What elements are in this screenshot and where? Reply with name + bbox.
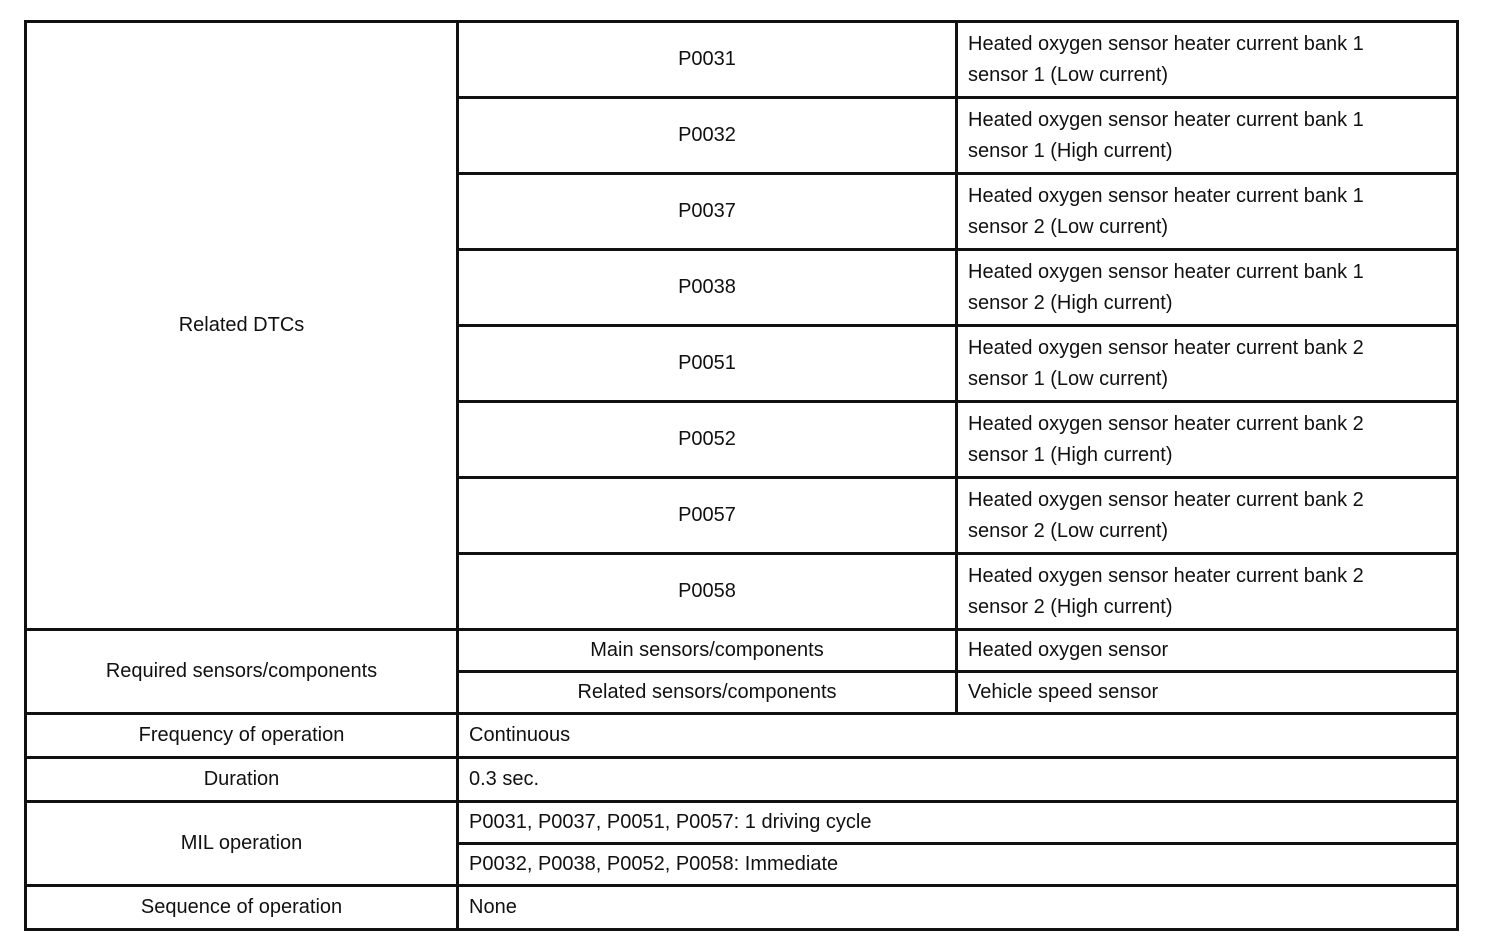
mil-operation-line2: P0032, P0038, P0052, P0058: Immediate [458, 844, 1458, 886]
dtc-code: P0051 [458, 326, 957, 402]
table-row [26, 630, 1458, 672]
dtc-description [957, 554, 1458, 630]
sequence-label: Sequence of operation [26, 886, 458, 930]
dtc-code: P0057 [458, 478, 957, 554]
dtc-description-line1: Heated oxygen sensor heater current bank 2 [968, 564, 1364, 587]
dtc-code: P0032 [458, 98, 957, 174]
related-dtcs-label: Related DTCs [26, 22, 458, 630]
required-sensors-label: Required sensors/components [26, 630, 458, 714]
dtc-description [957, 402, 1458, 478]
dtc-description-line2: sensor 2 (High current) [968, 595, 1173, 618]
table-row [26, 22, 1458, 98]
table-row [26, 758, 1458, 802]
dtc-description-line2: sensor 1 (Low current) [968, 63, 1169, 86]
dtc-description-line2: sensor 2 (Low current) [968, 215, 1169, 238]
dtc-description-line2: sensor 1 (High current) [968, 443, 1173, 466]
mil-operation-line1: P0031, P0037, P0051, P0057: 1 driving cycle [458, 802, 1458, 844]
mil-operation-label: MIL operation [26, 802, 458, 886]
dtc-description-line2: sensor 1 (Low current) [968, 367, 1169, 390]
dtc-code: P0037 [458, 174, 957, 250]
dtc-description-line1: Heated oxygen sensor heater current bank 2 [968, 412, 1364, 435]
table-row [26, 714, 1458, 758]
dtc-code: P0031 [458, 22, 957, 98]
dtc-description-line2: sensor 1 (High current) [968, 139, 1173, 162]
main-sensors-value: Heated oxygen sensor [957, 630, 1458, 672]
dtc-description-line2: sensor 2 (Low current) [968, 519, 1169, 542]
main-sensors-label: Main sensors/components [458, 630, 957, 672]
frequency-value: Continuous [458, 714, 1458, 758]
dtc-description [957, 326, 1458, 402]
dtc-description-line1: Heated oxygen sensor heater current bank 1 [968, 32, 1364, 55]
dtc-description [957, 250, 1458, 326]
sequence-value: None [458, 886, 1458, 930]
dtc-description [957, 98, 1458, 174]
dtc-description-line1: Heated oxygen sensor heater current bank 2 [968, 336, 1364, 359]
table-row [26, 802, 1458, 844]
frequency-label: Frequency of operation [26, 714, 458, 758]
duration-label: Duration [26, 758, 458, 802]
dtc-description [957, 22, 1458, 98]
dtc-code: P0052 [458, 402, 957, 478]
dtc-description [957, 478, 1458, 554]
dtc-description [957, 174, 1458, 250]
dtc-code: P0038 [458, 250, 957, 326]
dtc-code: P0058 [458, 554, 957, 630]
table-row [26, 886, 1458, 930]
related-sensors-label: Related sensors/components [458, 672, 957, 714]
dtc-description-line1: Heated oxygen sensor heater current bank 1 [968, 260, 1364, 283]
dtc-info-table [24, 20, 1459, 931]
duration-value: 0.3 sec. [458, 758, 1458, 802]
dtc-description-line1: Heated oxygen sensor heater current bank 1 [968, 108, 1364, 131]
dtc-description-line2: sensor 2 (High current) [968, 291, 1173, 314]
dtc-description-line1: Heated oxygen sensor heater current bank 1 [968, 184, 1364, 207]
related-sensors-value: Vehicle speed sensor [957, 672, 1458, 714]
dtc-description-line1: Heated oxygen sensor heater current bank 2 [968, 488, 1364, 511]
